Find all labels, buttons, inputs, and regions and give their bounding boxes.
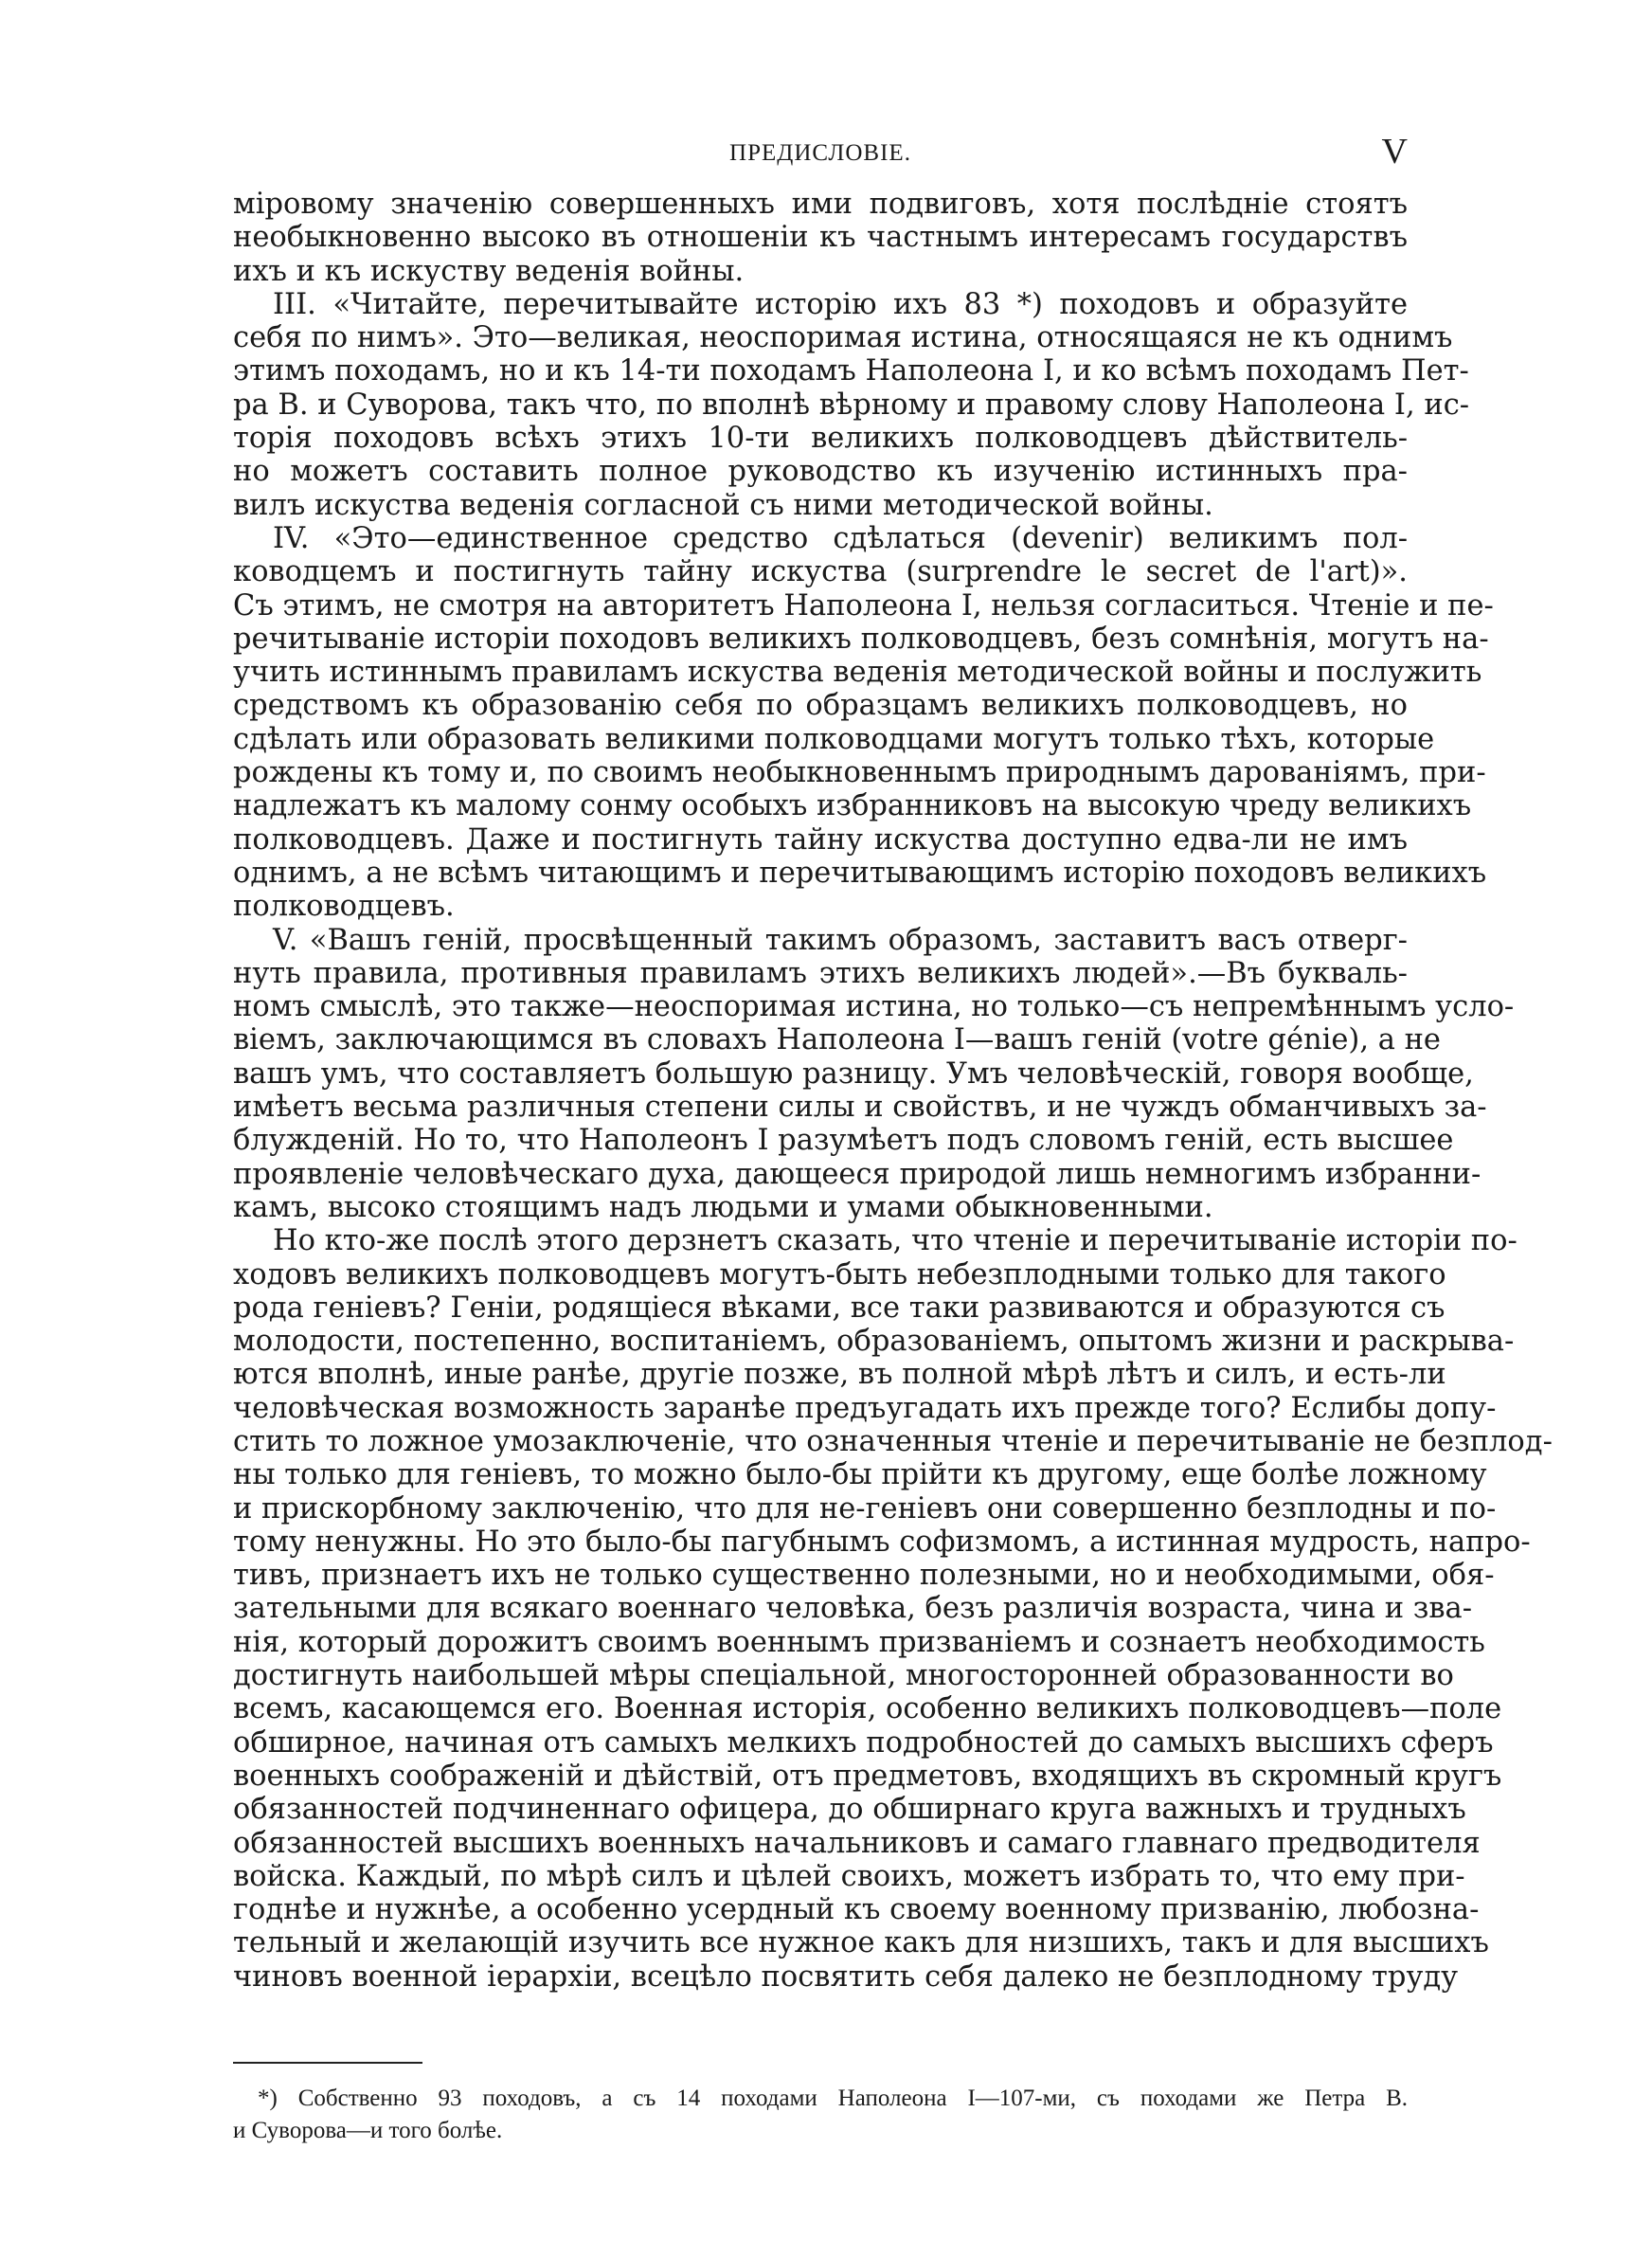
text-line: камъ, высоко стоящимъ надъ людьми и умами обыкновенными. xyxy=(233,1190,1213,1224)
text-line: полководцевъ. Даже и постигнуть тайну искуства доступно едва-ли не имъ xyxy=(233,822,1408,857)
text-line: рождены къ тому и, по своимъ необыкновеннымъ природнымъ дарованiямъ, при- xyxy=(233,756,1486,790)
text-line: ходовъ великихъ полководцевъ могутъ-быть небезплодными только для такого xyxy=(233,1257,1446,1291)
footnote xyxy=(233,2083,1408,2147)
text-line: сдѣлать или образовать великими полководцами могутъ только тѣхъ, которые xyxy=(233,722,1435,756)
text-line: нiя, который дорожитъ своимъ военнымъ призванiемъ и сознаетъ необходимость xyxy=(233,1625,1485,1659)
text-line: тому ненужны. Но это было-бы пагубнымъ софизмомъ, а истинная мудрость, напро- xyxy=(233,1525,1531,1559)
text-line: обязанностей высшихъ военныхъ начальниковъ и самаго главнаго предводителя xyxy=(233,1826,1481,1860)
text-line: ководцемъ и постигнуть тайну искуства (surprendre le secret de l'art)». xyxy=(233,555,1408,589)
text-line: всемъ, касающемся его. Военная исторiя, особенно великихъ полководцевъ—поле xyxy=(233,1692,1502,1726)
text-line: тельный и желающiй изучить все нужное какъ для низшихъ, такъ и для высшихъ xyxy=(233,1926,1489,1960)
text-line: ны только для генiевъ, то можно было-бы прiйти къ другому, еще болѣе ложному xyxy=(233,1458,1487,1492)
text-line: стить то ложное умозаключенiе, что означенныя чтенiе и перечитыванiе не безплод- xyxy=(233,1424,1553,1458)
text-line: мiровому значенiю совершенныхъ ими подвиговъ, хотя послѣднiе стоятъ xyxy=(233,188,1408,221)
text-line: обширное, начиная отъ самыхъ мелкихъ подробностей до самыхъ высшихъ сферъ xyxy=(233,1725,1494,1760)
text-line: ются вполнѣ, иные ранѣе, другiе позже, въ полной мѣрѣ лѣтъ и силъ, и есть-ли xyxy=(233,1358,1446,1392)
page-number: V xyxy=(1381,132,1408,172)
text-line: человѣческая возможность заранѣе предъугадать ихъ прежде того? Еслибы допу- xyxy=(233,1391,1497,1425)
text-line: достигнуть наибольшей мѣры спецiальной, многосторонней образованности во xyxy=(233,1659,1454,1693)
text-line: себя по нимъ». Это—великая, неоспоримая истина, относящаяся не къ однимъ xyxy=(233,321,1453,355)
text-line: вашъ умъ, что составляетъ большую разницу. Умъ человѣческiй, говоря вообще, xyxy=(233,1056,1474,1091)
text-line: тивъ, признаетъ ихъ не только существенно полезными, но и необходимыми, обя- xyxy=(233,1559,1495,1593)
text-line: V. «Вашъ генiй, просвѣщенный такимъ образомъ, заставитъ васъ отверг- xyxy=(273,923,1408,957)
footnote-line: *) Собственно 93 походовъ, а съ 14 походами Наполеона I—107-ми, съ походами же Петра В. xyxy=(258,2085,1408,2111)
text-line: III. «Читайте, перечитывайте исторiю ихъ 83 *) походовъ и образуйте xyxy=(273,287,1408,321)
footnote-line: и Суворова—и того болѣе. xyxy=(233,2118,503,2143)
text-line: Съ этимъ, не смотря на авторитетъ Наполеона I, нельзя согласиться. Чтенiе и пе- xyxy=(233,588,1494,623)
text-line: но можетъ составить полное руководство къ изученiю истинныхъ пра- xyxy=(233,455,1408,489)
footnote-divider xyxy=(233,2062,422,2064)
text-line: годнѣе и нужнѣе, а особенно усердный къ своему военному призванiю, любозна- xyxy=(233,1893,1480,1927)
text-line: номъ смыслѣ, это также—неоспоримая истина, но только—съ непремѣннымъ усло- xyxy=(233,990,1515,1024)
main-text xyxy=(233,188,1553,1994)
text-line: военныхъ соображенiй и дѣйствiй, отъ предметовъ, входящихъ въ скромный кругъ xyxy=(233,1759,1502,1793)
text-line: войска. Каждый, по мѣрѣ силъ и цѣлей своихъ, можетъ избрать то, что ему при- xyxy=(233,1859,1465,1893)
text-line: полководцевъ. xyxy=(233,890,455,924)
text-line: необыкновенно высоко въ отношенiи къ частнымъ интересамъ государствъ xyxy=(233,221,1408,255)
text-line: однимъ, а не всѣмъ читающимъ и перечитывающимъ исторiю походовъ великихъ xyxy=(233,856,1487,890)
text-line: молодости, постепенно, воспитанiемъ, образованiемъ, опытомъ жизни и раскрыва- xyxy=(233,1325,1515,1359)
text-line: надлежатъ къ малому сонму особыхъ избранниковъ на высокую чреду великихъ xyxy=(233,789,1472,823)
text-line: Но кто-же послѣ этого дерзнетъ сказать, что чтенiе и перечитыванiе исторiи по- xyxy=(273,1224,1517,1258)
text-line: чиновъ военной iерархiи, всецѣло посвятить себя далеко не безплодному труду xyxy=(233,1959,1459,1994)
text-line: и прискорбному заключенiю, что для не-генiевъ они совершенно безплодны и по- xyxy=(233,1491,1497,1526)
text-line: зательными для всякаго военнаго человѣка, безъ различiя возраста, чина и зва- xyxy=(233,1592,1473,1626)
text-line: блужденiй. Но то, что Наполеонъ I разумѣетъ подъ словомъ генiй, есть высшее xyxy=(233,1124,1454,1158)
text-line: вилъ искуства веденiя согласной съ ними методической войны. xyxy=(233,488,1213,522)
text-line: рода генiевъ? Генiи, родящiеся вѣками, все таки развиваются и образуются съ xyxy=(233,1291,1446,1325)
text-line: речитыванiе исторiи походовъ великихъ полководцевъ, безъ сомнѣнiя, могутъ на- xyxy=(233,622,1489,656)
text-line: проявленiе человѣческаго духа, дающееся природой лишь немногимъ избранни- xyxy=(233,1157,1481,1191)
text-line: учить истиннымъ правиламъ искуства веденiя методической войны и послужить xyxy=(233,656,1482,690)
text-line: имѣетъ весьма различныя степени силы и свойствъ, и не чуждъ обманчивыхъ за- xyxy=(233,1091,1487,1125)
text-line: обязанностей подчиненнаго офицера, до обширнаго круга важныхъ и трудныхъ xyxy=(233,1793,1466,1827)
text-line: ра В. и Суворова, такъ что, по вполнѣ вѣрному и правому слову Наполеона I, ис- xyxy=(233,388,1470,422)
running-title: ПРЕДИСЛОВIE. xyxy=(729,140,911,166)
text-line: IV. «Это—единственное средство сдѣлаться (devenir) великимъ пол- xyxy=(273,521,1408,555)
text-line: этимъ походамъ, но и къ 14-ти походамъ Наполеона I, и ко всѣмъ походамъ Пет- xyxy=(233,354,1469,388)
text-line: ихъ и къ искуству веденiя войны. xyxy=(233,254,745,288)
text-line: средствомъ къ образованiю себя по образцамъ великихъ полководцевъ, но xyxy=(233,689,1408,723)
text-line: торiя походовъ всѣхъ этихъ 10-ти великихъ полководцевъ дѣйствитель- xyxy=(233,422,1408,456)
text-line: нуть правила, противныя правиламъ этихъ великихъ людей».—Въ букваль- xyxy=(233,956,1408,990)
running-header xyxy=(233,131,1408,172)
text-line: вiемъ, заключающимся въ словахъ Наполеона I—вашъ генiй (votre génie), а не xyxy=(233,1023,1441,1057)
